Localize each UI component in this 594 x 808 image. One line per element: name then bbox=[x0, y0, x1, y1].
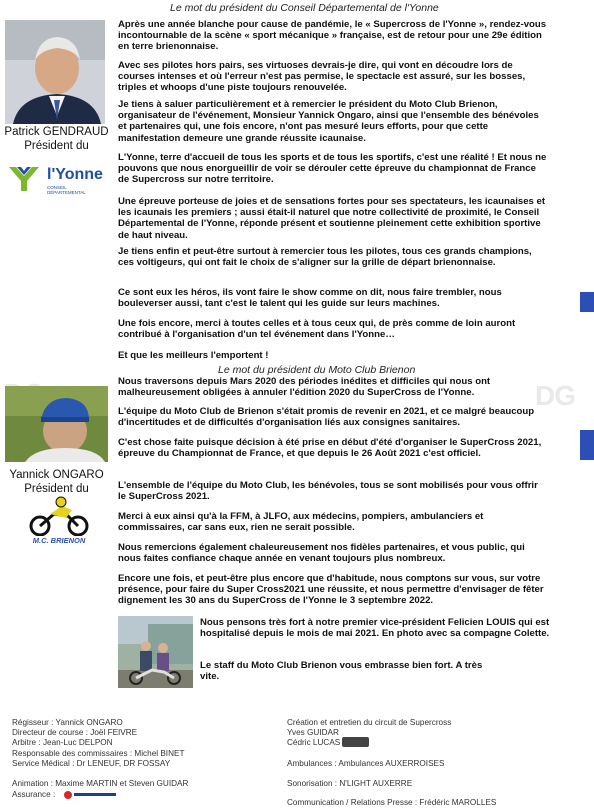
credit-line: Sonorisation : N'LIGHT AUXERRE bbox=[287, 779, 413, 788]
paragraph: L'ensemble de l'équipe du Moto Club, les bénévoles, tous se sont mobilisés pour vous offrir le SuperCross 2021. bbox=[118, 480, 538, 503]
sponsor-logo bbox=[342, 737, 369, 747]
insurance-logo bbox=[64, 790, 116, 799]
credit-line: Assurance : bbox=[12, 790, 56, 799]
paragraph: L'équipe du Moto Club de Brienon s'était promis de revenir en 2021, et ce malgré beaucoup d'incertitudes et de difficultés d'organisation liés aux consignes sanitaires. bbox=[118, 406, 535, 429]
paragraph: L'Yonne, terre d'accueil de tous les sports et de tous les sportifs, c'est une réalité ! Et nous ne pouvons que nous enorgueillir de voir se dérouler cette épreuve du championnat de France de Supercross sur notre territoire. bbox=[118, 152, 547, 186]
paragraph: Encore une fois, et peut-être plus encore que d'habitude, nous comptons sur vous, sur votre présence, pour faire du Super Cross2021 une réussite, et nous permettre d'envisager de fêter dignement les 30 ans du SuperCross de l'Yonne le 3 septembre 2022. bbox=[118, 573, 544, 607]
paragraph: Le staff du Moto Club Brienon vous embrasse bien fort. A très vite. bbox=[200, 660, 483, 683]
paragraph: Une épreuve porteuse de joies et de sensations fortes pour ses spectateurs, les icaunaises et les icaunais les premiers ; aussi était-il naturel que notre collectivité de proximité, le Conseil Départemental de l'Yonne, réponde présent et soutienne pleinement cette exhibition sportive de haut niveau. bbox=[118, 196, 546, 241]
credit-line: Régisseur : Yannick ONGARO bbox=[12, 718, 123, 727]
paragraph: Je tiens enfin et peut-être surtout à remercier tous les pilotes, tous ces grands champions, ces voltigeurs, qui ont fait le choix de s'aligner sur la grille de départ brienonnaise. bbox=[118, 246, 532, 269]
paragraph: Une fois encore, merci à toutes celles et à tous ceux qui, de près comme de loin auront contribué à l'organisation d'un tel événement dans l'Yonne… bbox=[118, 318, 516, 341]
club-president-name: Yannick ONGARO bbox=[9, 469, 104, 481]
paragraph: Après une année blanche pour cause de pandémie, le « Supercross de l'Yonne », rendez-vous incontournable de la scène « sport mécanique » française, est de retour pour une 29e édition en terre brienonnaise. bbox=[118, 19, 547, 53]
credit-line: Cédric LUCAS bbox=[287, 738, 341, 747]
paragraph: Je tiens à saluer particulièrement et à remercier le président du Moto Club Brienon, organisateur de l'événement, Monsieur Yannick Ongaro, ainsi que l'ensemble des bénévoles et partenaires qui, une fois encore, n'ont pas mesuré leurs efforts, pour que cette manifestation demeure une grande réussite icaunaise. bbox=[118, 99, 539, 144]
paragraph: Merci à eux ainsi qu'à la FFM, à JLFO, aux médecins, pompiers, ambulanciers et commissaires, car sans eux, rien ne serait possible. bbox=[118, 511, 484, 534]
club-president-photo bbox=[5, 386, 108, 462]
paragraph: Ce sont eux les héros, ils vont faire le show comme on dit, nous faire trembler, nous bouleverser aussi, tant c'est le talent qui les guide sur leurs machines. bbox=[118, 287, 502, 310]
paragraph: C'est chose faite puisque décision à été prise en début d'été d'organiser le SuperCross 2021, épreuve du Championnat de France, et que depuis le 26 Août 2021 c'est officiel. bbox=[118, 437, 542, 460]
credit-line: Création et entretien du circuit de Supercross bbox=[287, 718, 452, 727]
credit-line: Yves GUIDAR bbox=[287, 728, 339, 737]
president-photo bbox=[5, 20, 105, 124]
credit-line: Service Médical : Dr LENEUF, DR FOSSAY bbox=[12, 759, 171, 768]
credit-line: Arbitre : Jean-Luc DELPON bbox=[12, 738, 113, 747]
edge-stripe bbox=[580, 292, 594, 312]
credit-line: Responsable des commissaires : Michel BINET bbox=[12, 749, 185, 758]
paragraph: Nous pensons très fort à notre premier vice-président Felicien LOUIS qui est hospitalisé depuis le mois de mai 2021. En photo avec sa compagne Colette. bbox=[200, 617, 550, 640]
watermark-logo: DG bbox=[535, 380, 575, 411]
felicien-photo bbox=[118, 616, 193, 688]
yonne-logo: l'Yonne CONSEIL DÉPARTEMENTAL bbox=[5, 163, 105, 193]
paragraph: Avec ses pilotes hors pairs, ses virtuoses devrais-je dire, qui vont en découdre lors de courses intenses et où l'erreur n'est pas permise, le spectacle est assuré, sur les bosses, triples et whoops d'une piste toujours renouvelée. bbox=[118, 60, 526, 94]
credit-line: Directeur de course : Joël FEIVRE bbox=[12, 728, 138, 737]
paragraph: Nous remercions également chaleureusement nos fidèles partenaires, et vous public, qui nous faites confiance chaque année en venant toujours plus nombreux. bbox=[118, 542, 525, 565]
credit-line: Animation : Maxime MARTIN et Steven GUIDAR bbox=[12, 779, 189, 788]
section-heading: Le mot du président du Moto Club Brienon bbox=[218, 364, 416, 376]
mc-brienon-logo: M.C. BRIENON bbox=[28, 496, 90, 554]
president-name: Patrick GENDRAUD bbox=[4, 126, 109, 138]
credit-line: Ambulances : Ambulances AUXERROISES bbox=[287, 759, 445, 768]
edge-stripe bbox=[580, 430, 594, 460]
president-role: Président du bbox=[24, 140, 89, 152]
credit-line: Communication / Relations Presse : Frédéric MAROLLES bbox=[287, 798, 497, 807]
paragraph: Nous traversons depuis Mars 2020 des périodes inédites et difficiles qui nous ont malheureusement obligées à annuler l'édition 2020 du SuperCross de l'Yonne. bbox=[118, 376, 491, 399]
paragraph: Et que les meilleurs l'emportent ! bbox=[118, 350, 269, 361]
section-heading: Le mot du président du Conseil Départemental de l'Yonne bbox=[170, 2, 439, 14]
club-president-role: Président du bbox=[24, 483, 89, 495]
